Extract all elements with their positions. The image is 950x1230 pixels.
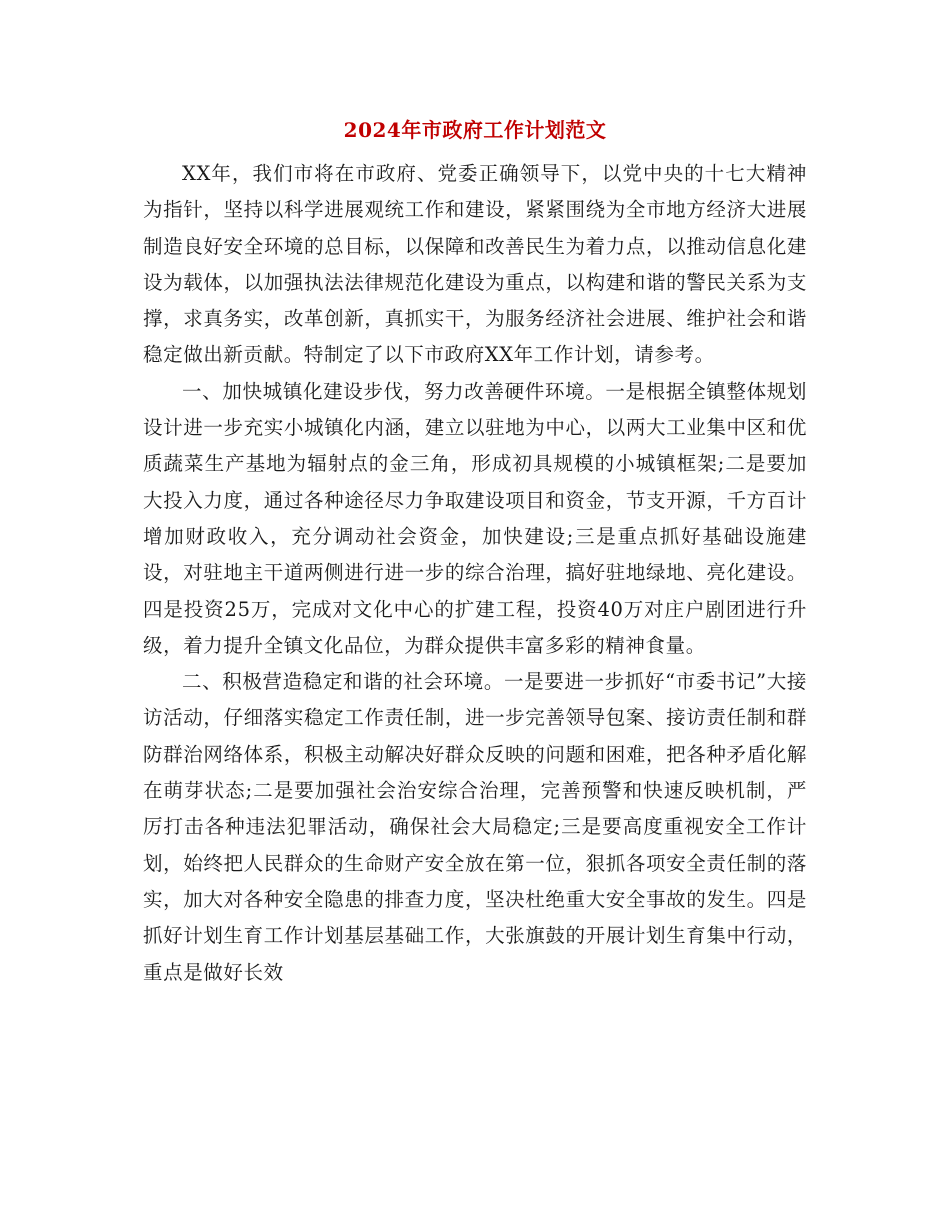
- paragraph-section-one: 一、加快城镇化建设步伐，努力改善硬件环境。一是根据全镇整体规划设计进一步充实小城镇化内涵，建立以驻地为中心，以两大工业集中区和优质蔬菜生产基地为辐射点的金三角，形成初具规模的小城镇框架;二是要加大投入力度，通过各种途径尽力争取建设项目和资金，节支开源，千方百计增加财政收入，充分调动社会资金，加快建设;三是重点抓好基础设施建设，对驻地主干道两侧进行进一步的综合治理，搞好驻地绿地、亮化建设。四是投资25万，完成对文化中心的扩建工程，投资40万对庄户剧团进行升级，着力提升全镇文化品位，为群众提供丰富多彩的精神食量。: [143, 379, 807, 657]
- paragraph-intro: XX年，我们市将在市政府、党委正确领导下，以党中央的十七大精神为指针，坚持以科学进展观统工作和建设，紧紧围绕为全市地方经济大进展制造良好安全环境的总目标，以保障和改善民生为着力点，以推动信息化建设为载体，以加强执法法律规范化建设为重点，以构建和谐的警民关系为支撑，求真务实，改革创新，真抓实干，为服务经济社会进展、维护社会和谐稳定做出新贡献。特制定了以下市政府XX年工作计划，请参考。: [143, 162, 807, 367]
- document-body: [143, 156, 807, 991]
- paragraph-section-two: 二、积极营造稳定和谐的社会环境。一是要进一步抓好“市委书记”大接访活动，仔细落实稳定工作责任制，进一步完善领导包案、接访责任制和群防群治网络体系，积极主动解决好群众反映的问题和困难，把各种矛盾化解在萌芽状态;二是要加强社会治安综合治理，完善预警和快速反映机制，严厉打击各种违法犯罪活动，确保社会大局稳定;三是要高度重视安全工作计划，始终把人民群众的生命财产安全放在第一位，狠抓各项安全责任制的落实，加大对各种安全隐患的排查力度，坚决杜绝重大安全事故的发生。四是抓好计划生育工作计划基层基础工作，大张旗鼓的开展计划生育集中行动，重点是做好长效: [143, 670, 807, 984]
- document-title: 2024年市政府工作计划范文: [343, 118, 607, 142]
